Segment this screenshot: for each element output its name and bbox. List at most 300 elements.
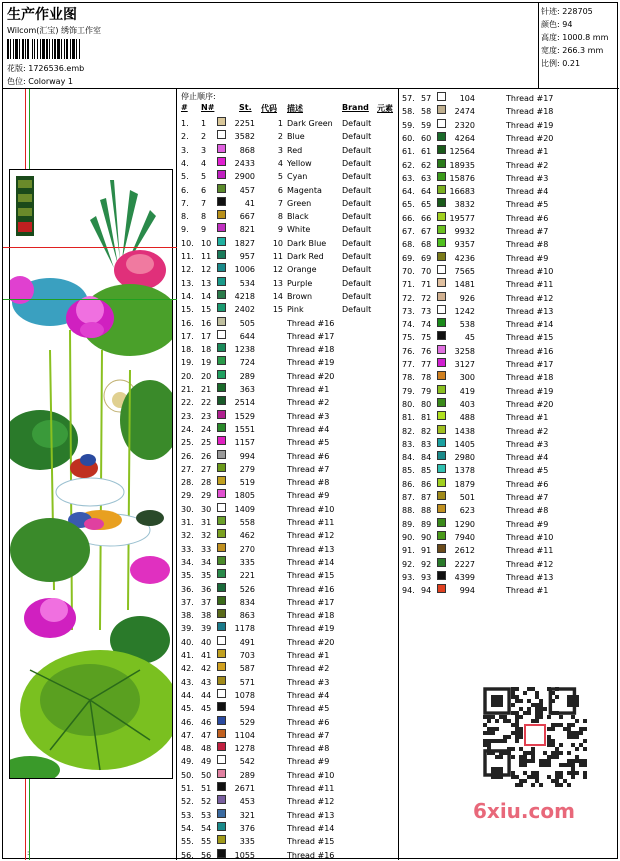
needle-number: 59 <box>421 120 432 130</box>
needle-number: 80 <box>421 399 432 409</box>
thread-desc: Dark Red <box>287 252 324 261</box>
stitch-count: 994 <box>239 451 255 461</box>
stop-number: 37. <box>181 597 194 607</box>
thread-desc: Thread #6 <box>287 717 330 727</box>
color-swatch <box>217 622 226 631</box>
color-swatch <box>217 596 226 605</box>
color-row <box>177 197 399 210</box>
thread-brand: Default <box>342 238 372 248</box>
colorway: 色位: Colorway 1 <box>7 77 73 86</box>
stop-number: 20. <box>181 371 194 381</box>
thread-desc: Thread #3 <box>506 439 549 449</box>
color-row <box>177 184 399 197</box>
stop-number: 70. <box>402 266 415 276</box>
needle-number: 70 <box>421 266 432 276</box>
stop-number: 16. <box>181 318 194 328</box>
barcode <box>7 39 117 59</box>
color-swatch <box>437 292 446 301</box>
needle-number: 72 <box>421 293 432 303</box>
thread-brand: Default <box>342 278 372 288</box>
needle-number: 53 <box>201 810 212 820</box>
stitch-count: 300 <box>459 373 475 383</box>
stop-number: 64. <box>402 187 415 197</box>
color-row <box>399 398 620 411</box>
thread-desc: Thread #18 <box>287 611 335 621</box>
stop-number: 47. <box>181 730 194 740</box>
thread-desc: Dark Green <box>287 119 333 128</box>
color-row <box>399 212 620 225</box>
stats-panel <box>539 3 619 89</box>
needle-number: 65 <box>421 200 432 210</box>
stitch-count: 868 <box>239 145 255 155</box>
color-row <box>399 518 620 531</box>
color-row <box>177 223 399 236</box>
color-swatch <box>437 265 446 274</box>
stitch-count: 2320 <box>454 120 475 130</box>
stat-stitches: 针迹: 228705 <box>541 7 593 16</box>
thread-desc: Thread #6 <box>506 479 549 489</box>
color-row <box>399 558 620 571</box>
stitch-count: 3258 <box>454 346 475 356</box>
color-swatch <box>437 398 446 407</box>
color-swatch <box>437 385 446 394</box>
thread-code: 7 <box>277 198 283 208</box>
stop-number: 91. <box>402 546 415 556</box>
color-swatch <box>217 423 226 432</box>
color-row <box>177 782 399 795</box>
thread-code: 6 <box>277 185 283 195</box>
color-row <box>399 305 620 318</box>
thread-desc: Thread #11 <box>506 546 554 556</box>
thread-desc: Red <box>287 145 303 155</box>
color-swatch <box>217 476 226 485</box>
needle-number: 6 <box>201 185 207 195</box>
color-swatch <box>437 438 446 447</box>
color-row <box>399 345 620 358</box>
color-swatch <box>217 569 226 578</box>
color-swatch <box>437 358 446 367</box>
thread-code: 15 <box>272 305 283 315</box>
color-swatch <box>217 343 226 352</box>
color-row <box>399 119 620 132</box>
stop-number: 58. <box>402 107 415 117</box>
color-swatch <box>217 543 226 552</box>
col-header-elem: 元素 <box>377 104 393 113</box>
color-row <box>177 702 399 715</box>
thread-desc: Thread #1 <box>506 147 549 157</box>
color-row <box>177 569 399 582</box>
color-swatch <box>217 782 226 791</box>
needle-number: 44 <box>201 690 212 700</box>
thread-desc: Thread #19 <box>287 624 335 634</box>
thread-desc: Thread #5 <box>506 466 549 476</box>
stitch-count: 9357 <box>454 240 475 250</box>
color-row <box>177 144 399 157</box>
color-row <box>177 676 399 689</box>
thread-desc: Thread #10 <box>506 532 554 542</box>
needle-number: 1 <box>201 119 207 128</box>
thread-desc: Thread #16 <box>287 318 335 328</box>
color-swatch <box>217 210 226 219</box>
thread-brand: Default <box>342 198 372 208</box>
thread-desc: Thread #20 <box>506 133 554 143</box>
thread-desc: Thread #15 <box>287 571 335 581</box>
thread-desc: Thread #2 <box>506 160 549 170</box>
thread-desc: Thread #2 <box>506 426 549 436</box>
stitch-count: 542 <box>239 757 255 767</box>
thread-brand: Default <box>342 172 372 182</box>
color-row <box>399 504 620 517</box>
color-swatch <box>217 755 226 764</box>
color-row <box>177 529 399 542</box>
stitch-count: 519 <box>239 478 255 488</box>
color-swatch <box>217 250 226 259</box>
stop-number: 11. <box>181 252 194 261</box>
color-row <box>177 583 399 596</box>
stitch-count: 403 <box>459 399 475 409</box>
needle-number: 18 <box>201 345 212 355</box>
stitch-count: 7940 <box>454 532 475 542</box>
stop-number: 85. <box>402 466 415 476</box>
color-row <box>177 769 399 782</box>
stop-number: 40. <box>181 637 194 647</box>
thread-desc: Thread #8 <box>287 478 330 488</box>
needle-number: 20 <box>201 371 212 381</box>
needle-number: 81 <box>421 413 432 423</box>
thread-desc: Thread #7 <box>287 730 330 740</box>
needle-number: 50 <box>201 770 212 780</box>
stop-number: 34. <box>181 557 194 567</box>
stitch-count: 16683 <box>449 187 475 197</box>
needle-number: 17 <box>201 331 212 341</box>
color-row <box>177 662 399 675</box>
color-row <box>399 278 620 291</box>
stat-colors: 颜色: 94 <box>541 20 573 29</box>
needle-number: 64 <box>421 187 432 197</box>
color-swatch <box>437 318 446 327</box>
stitch-count: 457 <box>239 185 255 195</box>
needle-number: 51 <box>201 784 212 793</box>
color-row <box>177 649 399 662</box>
thread-desc: Thread #4 <box>287 690 330 700</box>
needle-number: 49 <box>201 757 212 767</box>
needle-number: 32 <box>201 531 212 541</box>
color-swatch <box>437 145 446 154</box>
needle-number: 86 <box>421 479 432 489</box>
color-row <box>177 250 399 263</box>
needle-number: 43 <box>201 677 212 687</box>
stitch-count: 2251 <box>234 119 255 128</box>
color-swatch <box>217 662 226 671</box>
thread-code: 1 <box>277 119 283 128</box>
color-swatch <box>217 689 226 698</box>
thread-desc: Thread #11 <box>287 518 335 527</box>
color-swatch <box>217 769 226 778</box>
stitch-count: 2612 <box>454 546 475 556</box>
stitch-count: 2402 <box>234 305 255 315</box>
thread-desc: Black <box>287 212 309 222</box>
color-row <box>177 503 399 516</box>
thread-desc: Green <box>287 198 312 208</box>
color-swatch <box>217 197 226 206</box>
color-swatch <box>217 436 226 445</box>
needle-number: 48 <box>201 744 212 754</box>
needle-number: 24 <box>201 424 212 434</box>
color-row <box>177 450 399 463</box>
color-row <box>177 476 399 489</box>
stitch-count: 994 <box>459 586 475 596</box>
stitch-count: 41 <box>244 198 255 208</box>
stop-number: 17. <box>181 331 194 341</box>
color-swatch <box>437 252 446 261</box>
color-row <box>177 130 399 143</box>
needle-number: 85 <box>421 466 432 476</box>
needle-number: 9 <box>201 225 207 235</box>
stitch-count: 3582 <box>234 132 255 142</box>
thread-desc: Thread #16 <box>287 850 335 860</box>
stitch-count: 1827 <box>234 238 255 248</box>
stop-number: 44. <box>181 690 194 700</box>
needle-number: 41 <box>201 651 212 660</box>
col-header-stitches: St. <box>239 103 252 112</box>
needle-number: 83 <box>421 439 432 449</box>
color-row <box>399 225 620 238</box>
color-swatch <box>437 172 446 181</box>
color-swatch <box>217 383 226 392</box>
color-row <box>399 584 620 597</box>
color-row <box>177 263 399 276</box>
needle-number: 11 <box>201 252 212 261</box>
needle-number: 34 <box>201 557 212 567</box>
thread-brand: Default <box>342 291 372 301</box>
stop-number: 60. <box>402 133 415 143</box>
thread-desc: Thread #10 <box>506 266 554 276</box>
thread-desc: Thread #8 <box>506 240 549 250</box>
stitch-count: 15876 <box>449 173 475 183</box>
stop-number: 27. <box>181 464 194 474</box>
stitch-count: 2474 <box>454 107 475 117</box>
thread-code: 5 <box>277 172 283 182</box>
thread-desc: Thread #19 <box>506 120 554 130</box>
needle-number: 62 <box>421 160 432 170</box>
needle-number: 28 <box>201 478 212 488</box>
color-row <box>177 516 399 529</box>
color-row <box>399 252 620 265</box>
color-row <box>177 795 399 808</box>
stop-number: 86. <box>402 479 415 489</box>
needle-number: 33 <box>201 544 212 554</box>
stop-number: 2. <box>181 132 189 142</box>
color-swatch <box>437 212 446 221</box>
thread-desc: Thread #5 <box>506 200 549 210</box>
stop-marker: : <box>27 849 30 857</box>
stop-number: 14. <box>181 291 194 301</box>
stop-number: 48. <box>181 744 194 754</box>
thread-brand: Default <box>342 145 372 155</box>
color-row <box>177 410 399 423</box>
stop-number: 39. <box>181 624 194 634</box>
stitch-count: 3832 <box>454 200 475 210</box>
thread-desc: Thread #4 <box>506 187 549 197</box>
thread-desc: Thread #1 <box>287 651 330 660</box>
color-swatch <box>217 356 226 365</box>
color-row <box>399 531 620 544</box>
stop-number: 82. <box>402 426 415 436</box>
stitch-count: 270 <box>239 544 255 554</box>
stitch-count: 2514 <box>234 398 255 408</box>
color-row <box>177 636 399 649</box>
color-row <box>177 596 399 609</box>
stop-number: 71. <box>402 280 415 290</box>
stop-number: 32. <box>181 531 194 541</box>
thread-desc: Thread #17 <box>506 94 554 103</box>
thread-desc: Magenta <box>287 185 322 195</box>
stitch-count: 462 <box>239 531 255 541</box>
stitch-count: 1078 <box>234 690 255 700</box>
needle-number: 52 <box>201 797 212 807</box>
color-swatch <box>217 849 226 858</box>
needle-number: 19 <box>201 358 212 368</box>
stitch-count: 1238 <box>234 345 255 355</box>
color-swatch <box>217 716 226 725</box>
color-swatch <box>217 130 226 139</box>
stitch-count: 279 <box>239 464 255 474</box>
thread-desc: Thread #13 <box>287 810 335 820</box>
needle-number: 45 <box>201 704 212 714</box>
needle-number: 93 <box>421 572 432 582</box>
stitch-count: 2671 <box>234 784 255 793</box>
color-swatch <box>437 371 446 380</box>
stitch-count: 18935 <box>449 160 475 170</box>
color-swatch <box>437 425 446 434</box>
needle-number: 57 <box>421 94 432 103</box>
color-swatch <box>217 556 226 565</box>
stitch-count: 863 <box>239 611 255 621</box>
stitch-count: 2227 <box>454 559 475 569</box>
thread-desc: Thread #10 <box>287 770 335 780</box>
thread-desc: Thread #17 <box>287 331 335 341</box>
thread-desc: Thread #4 <box>287 424 330 434</box>
stitch-count: 45 <box>464 333 475 343</box>
needle-number: 12 <box>201 265 212 275</box>
stitch-count: 376 <box>239 823 255 833</box>
thread-brand: Default <box>342 225 372 235</box>
stitch-count: 289 <box>239 770 255 780</box>
color-swatch <box>437 159 446 168</box>
stop-number: 8. <box>181 212 189 222</box>
color-row <box>177 622 399 635</box>
needle-number: 89 <box>421 519 432 529</box>
thread-desc: Thread #3 <box>506 173 549 183</box>
needle-number: 29 <box>201 491 212 501</box>
thread-desc: Thread #7 <box>506 493 549 502</box>
thread-desc: Thread #1 <box>287 385 330 394</box>
needle-number: 38 <box>201 611 212 621</box>
color-row <box>399 172 620 185</box>
color-swatch <box>437 544 446 553</box>
color-row <box>399 451 620 464</box>
color-swatch <box>437 491 446 500</box>
stop-number: 33. <box>181 544 194 554</box>
needle-number: 23 <box>201 411 212 421</box>
needle-number: 74 <box>421 320 432 330</box>
stop-number: 25. <box>181 438 194 448</box>
stitch-count: 453 <box>239 797 255 807</box>
thread-desc: Thread #12 <box>506 293 554 303</box>
col-header-needle: N# <box>201 103 215 112</box>
color-row <box>177 543 399 556</box>
thread-desc: Orange <box>287 265 317 275</box>
color-row <box>399 292 620 305</box>
stop-number: 80. <box>402 399 415 409</box>
needle-number: 87 <box>421 493 432 502</box>
thread-code: 2 <box>277 132 283 142</box>
needle-number: 82 <box>421 426 432 436</box>
color-swatch <box>437 119 446 128</box>
needle-number: 25 <box>201 438 212 448</box>
color-swatch <box>217 463 226 472</box>
guide-line-horizontal-red <box>3 247 177 248</box>
color-row <box>177 556 399 569</box>
color-swatch <box>217 822 226 831</box>
needle-number: 3 <box>201 145 207 155</box>
stop-number: 75. <box>402 333 415 343</box>
color-row <box>399 411 620 424</box>
color-swatch <box>217 144 226 153</box>
stop-number: 81. <box>402 413 415 423</box>
stitch-count: 335 <box>239 837 255 847</box>
stitch-count: 501 <box>459 493 475 502</box>
needle-number: 22 <box>201 398 212 408</box>
thread-desc: Thread #11 <box>506 280 554 290</box>
stitch-count: 1055 <box>234 850 255 860</box>
color-row <box>399 185 620 198</box>
color-row <box>177 463 399 476</box>
stop-number: 21. <box>181 385 194 394</box>
thread-desc: Thread #19 <box>506 386 554 396</box>
stitch-count: 9932 <box>454 227 475 236</box>
color-swatch <box>217 503 226 512</box>
thread-desc: Thread #3 <box>287 411 330 421</box>
stop-number: 93. <box>402 572 415 582</box>
color-row <box>177 210 399 223</box>
stitch-count: 1278 <box>234 744 255 754</box>
color-swatch <box>217 237 226 246</box>
needle-number: 76 <box>421 346 432 356</box>
stop-number: 67. <box>402 227 415 236</box>
thread-desc: Thread #13 <box>287 544 335 554</box>
needle-number: 46 <box>201 717 212 727</box>
color-swatch <box>437 504 446 513</box>
thread-desc: Cyan <box>287 172 308 182</box>
color-row <box>177 396 399 409</box>
needle-number: 67 <box>421 227 432 236</box>
needle-number: 39 <box>201 624 212 634</box>
stop-number: 19. <box>181 358 194 368</box>
stop-number: 9. <box>181 225 189 235</box>
stop-number: 57. <box>402 94 415 103</box>
color-swatch <box>217 809 226 818</box>
needle-number: 54 <box>201 823 212 833</box>
thread-code: 13 <box>272 278 283 288</box>
color-swatch <box>437 411 446 420</box>
stitch-count: 321 <box>239 810 255 820</box>
stitch-count: 1529 <box>234 411 255 421</box>
thread-desc: Thread #2 <box>287 398 330 408</box>
needle-number: 37 <box>201 597 212 607</box>
color-swatch <box>217 370 226 379</box>
stop-number: 90. <box>402 532 415 542</box>
